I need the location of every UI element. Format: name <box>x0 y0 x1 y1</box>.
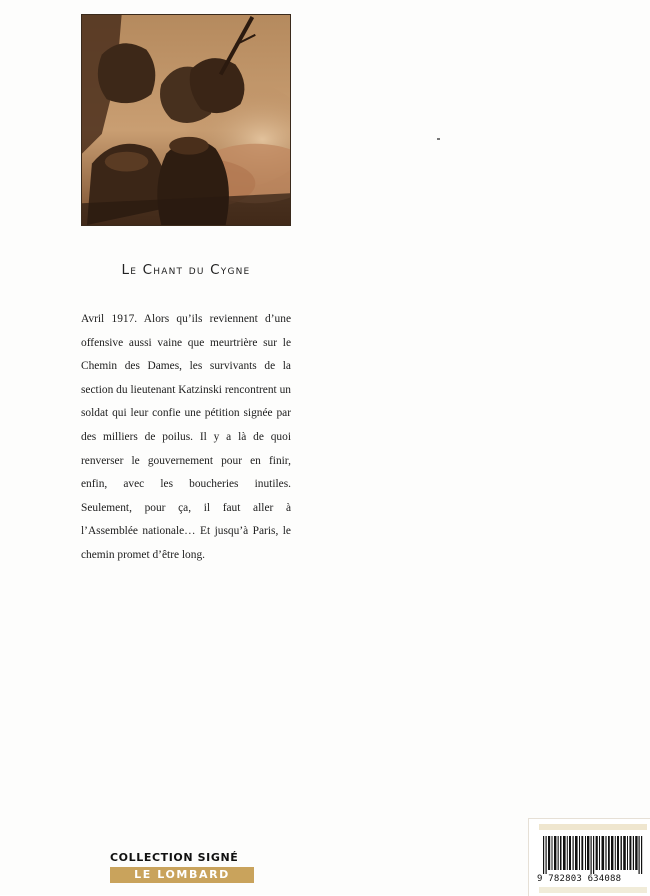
publisher-label: LE LOMBARD <box>110 867 254 883</box>
collection-label: COLLECTION SIGNÉ <box>110 851 239 864</box>
cover-illustration <box>81 14 291 226</box>
book-title: Le Chant du Cygne <box>121 262 251 278</box>
barcode-number: 9 782803 634088 <box>537 874 622 884</box>
barcode-bottom-strip <box>539 887 647 893</box>
collection-logo <box>110 851 254 883</box>
barcode-top-strip <box>539 824 647 830</box>
soldiers-illustration <box>82 15 290 225</box>
barcode-bars <box>539 836 647 874</box>
print-speck <box>437 138 440 140</box>
synopsis-text: Avril 1917. Alors qu’ils reviennent d’une offensive aussi vaine que meurtrière sur le Chemin des Dames, les survivants de la section du lieutenant Katzinski rencontrent un soldat qui leur confie une pétition signée par des milliers de poilus. Il y a là de quoi renverser le gouvernement pour en finir, enfin, avec les boucheries inutiles. Seulement, pour ça, il faut aller à l’Assemblée nationale… Et jusqu’à Paris, le chemin promet d’être long. <box>81 313 291 561</box>
barcode <box>528 818 650 896</box>
